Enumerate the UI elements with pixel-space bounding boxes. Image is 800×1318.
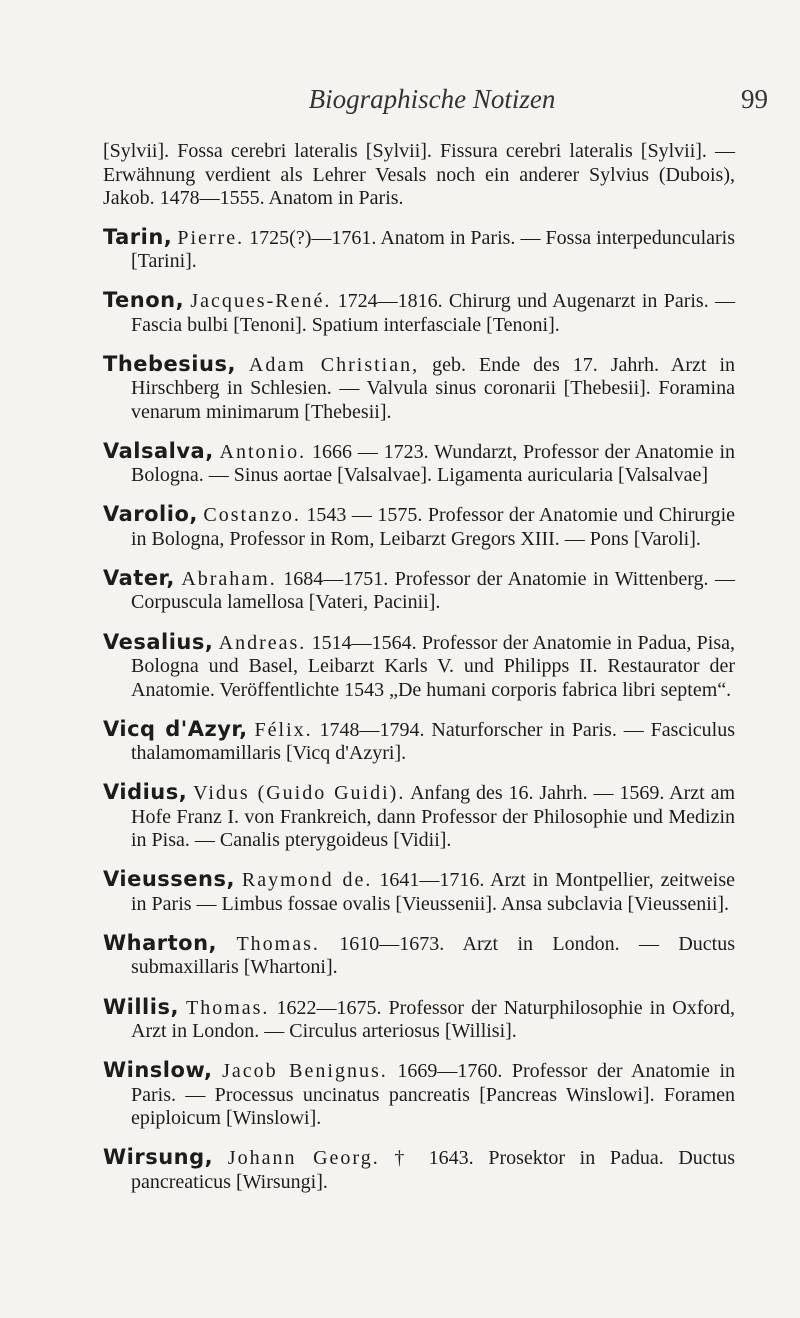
entry-text: 1543 — 1575. Professor der Anatomie und Chirurgie in Bologna, Professor in Rom, Leibarzt Gregors XIII. — Pons [Varoli]. <box>131 504 736 550</box>
entry-name: Winslow, <box>103 1058 213 1083</box>
entry-given-name: Félix. <box>254 718 313 741</box>
entry-wirsung <box>103 1146 735 1194</box>
entry-given-name: Jacob Benignus. <box>222 1060 388 1083</box>
entry-given-name: Abraham. <box>181 567 277 590</box>
entry-given-name: Thomas. <box>186 996 270 1019</box>
entry-text: † 1643. Prosektor in Padua. Ductus pancreaticus [Wirsungi]. <box>131 1147 736 1193</box>
entry-name: Tenon, <box>103 288 185 313</box>
entry-text: 1610—1673. Arzt in London. — Ductus submaxillaris [Whartoni]. <box>131 932 736 979</box>
entry-vidius <box>103 781 735 853</box>
entry-text: 1684—1751. Professor der Anatomie in Wittenberg. — Corpuscula lamellosa [Vateri, Pacinii]. <box>131 567 736 614</box>
entry-text: 1514—1564. Professor der Anatomie in Padua, Pisa, Bologna und Basel, Leibarzt Karls V. und Philipps II. Restaurator der Anatomie. Veröffentlichte 1543 „De humani corporis fabrica libri septem“. <box>131 631 736 701</box>
entry-text: 1724—1816. Chirurg und Augenarzt in Paris. — Fascia bulbi [Tenoni]. Spatium interfasciale [Tenoni]. <box>131 290 735 336</box>
intro-paragraph: [Sylvii]. Fossa cerebri lateralis [Sylvii]. Fissura cerebri lateralis [Sylvii]. — Erwähnung verdient als Lehrer Vesals noch ein anderer Sylvius (Dubois), Jakob. 1478—1555. Anatom in Paris. <box>103 140 735 209</box>
entry-valsalva <box>103 440 735 488</box>
entry-given-name: Thomas. <box>236 932 320 955</box>
entry-text: 1725(?)—1761. Anatom in Paris. — Fossa interpeduncularis [Tarini]. <box>131 226 735 272</box>
entry-name: Wirsung, <box>103 1145 214 1170</box>
page-body <box>103 140 735 1210</box>
page-number: 99 <box>741 84 768 114</box>
entry-text: geb. Ende des 17. Jahrh. Arzt in Hirschberg in Schlesien. — Valvula sinus coronarii [Thebesii]. Foramina venarum minimarum [Thebesii]. <box>131 353 736 423</box>
entry-willis <box>103 996 735 1044</box>
entry-text: 1748—1794. Naturforscher in Paris. — Fasciculus thalamomamillaris [Vicq d'Azyri]. <box>131 718 736 765</box>
entry-name: Vidius, <box>103 780 188 805</box>
entry-name: Vesalius, <box>103 629 214 654</box>
entry-tenon <box>103 289 735 337</box>
entry-wharton <box>103 932 735 980</box>
entry-vater <box>103 567 735 615</box>
entry-name: Wharton, <box>103 930 218 955</box>
entry-given-name: Antonio. <box>219 440 307 463</box>
entry-winslow <box>103 1059 735 1131</box>
entry-vicq-dazyr <box>103 718 735 766</box>
running-title: Biographische Notizen <box>308 84 556 114</box>
page-header <box>132 84 768 120</box>
entry-thebesius <box>103 353 735 425</box>
entry-given-name: Jacques-René. <box>190 290 332 313</box>
entry-tarin <box>103 226 735 274</box>
entry-name: Valsalva, <box>103 438 214 463</box>
entry-given-name: Raymond de. <box>241 869 373 892</box>
entry-text: 1622—1675. Professor der Naturphilosophie in Oxford, Arzt in London. — Circulus arteriosus [Willisi]. <box>131 996 736 1043</box>
entry-name: Vater, <box>103 565 175 590</box>
entry-vieussens <box>103 868 735 916</box>
entry-name: Tarin, <box>103 224 173 249</box>
entry-name: Willis, <box>103 994 179 1019</box>
entry-name: Vieussens, <box>103 867 235 892</box>
entry-varolio <box>103 503 735 551</box>
entry-text: 1666 — 1723. Wundarzt, Professor der Anatomie in Bologna. — Sinus aortae [Valsalvae]. Ligamenta auricularia [Valsalvae] <box>131 440 736 487</box>
entry-text: 1669—1760. Professor der Anatomie in Paris. — Processus uncinatus pancreatis [Pancreas Winslowi]. Foramen epiploicum [Winslowi]. <box>131 1060 736 1130</box>
entry-given-name: Vidus (Guido Guidi). <box>193 782 406 805</box>
entry-text: Anfang des 16. Jahrh. — 1569. Arzt am Hofe Franz I. von Frankreich, dann Professor der Philosophie und Medizin in Pisa. — Canalis pterygoideus [Vidii]. <box>131 782 735 852</box>
entry-given-name: Johann Georg. <box>227 1147 380 1170</box>
entry-vesalius <box>103 631 735 703</box>
entry-given-name: Adam Christian, <box>248 353 420 376</box>
entry-given-name: Costanzo. <box>203 504 301 527</box>
entry-given-name: Pierre. <box>177 226 245 249</box>
entry-text: 1641—1716. Arzt in Montpellier, zeitweise in Paris — Limbus fossae ovalis [Vieussenii]. Ansa subclavia [Vieussenii]. <box>131 869 736 915</box>
entry-name: Varolio, <box>103 502 198 527</box>
entry-given-name: Andreas. <box>218 631 307 654</box>
entry-name: Vicq d'Azyr, <box>103 716 248 741</box>
entry-name: Thebesius, <box>103 351 236 376</box>
